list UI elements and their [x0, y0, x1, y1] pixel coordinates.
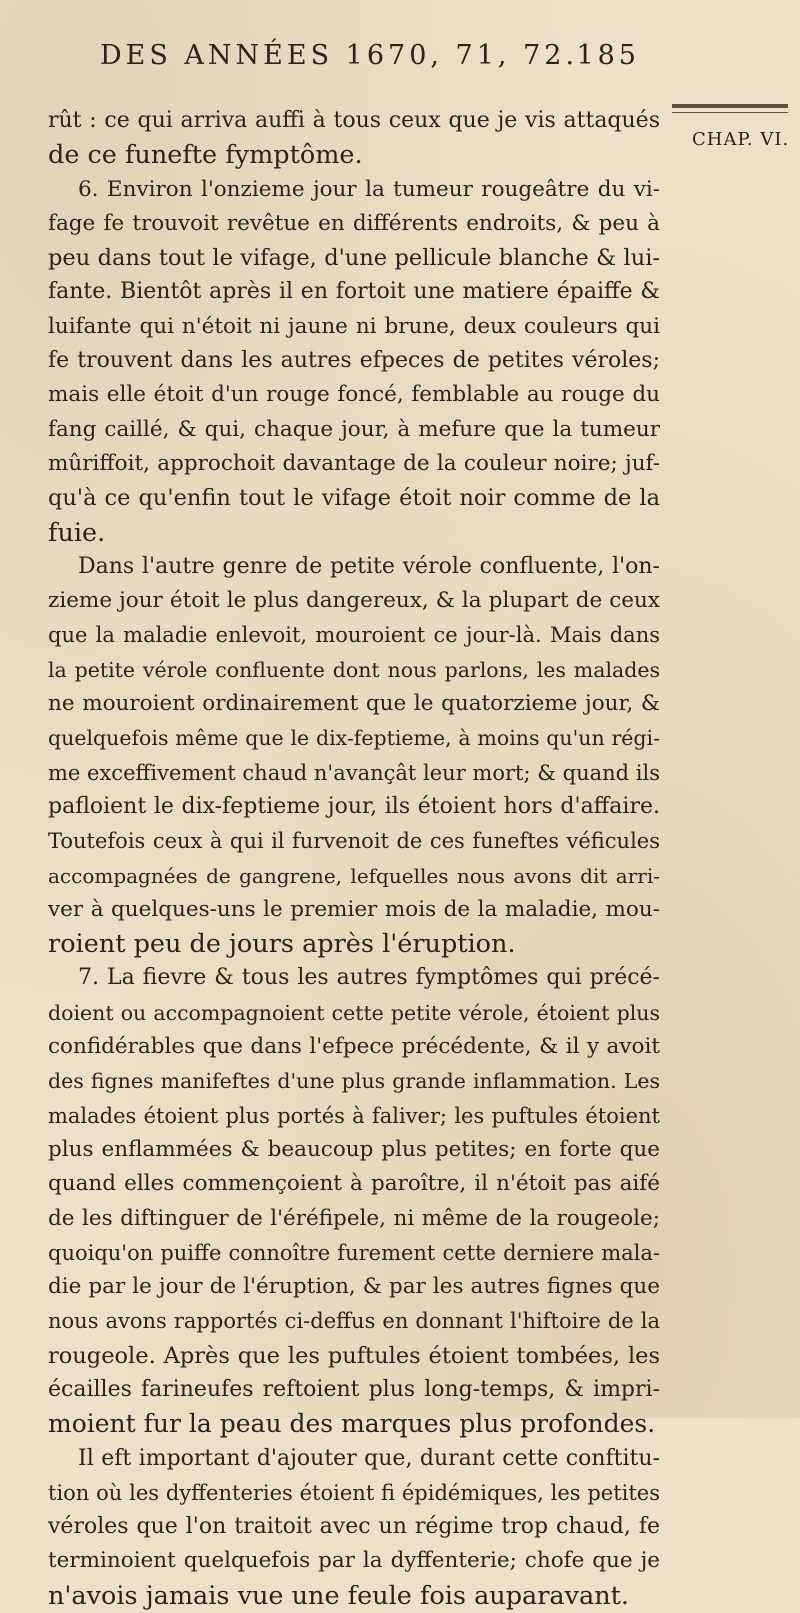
margin-note — [672, 104, 792, 150]
text-line: n'avois jamais vue une feule fois auparavant. — [48, 1580, 630, 1611]
text-line: zieme jour étoit le plus dangereux, & la plupart de ceux — [48, 588, 660, 614]
text-line: fe trouvent dans les autres efpeces de petites véroles; — [48, 348, 660, 374]
text-line: mais elle étoit d'un rouge foncé, femblable au rouge du — [48, 382, 660, 408]
body-text — [48, 104, 660, 1613]
text-line: des fignes manifeftes d'une plus grande inflammation. Les — [48, 1069, 660, 1094]
text-line: nous avons rapportés ci-deffus en donnant l'hiftoire de la — [48, 1309, 660, 1334]
text-line: rût : ce qui arriva auffi à tous ceux que je vis attaqués — [48, 108, 660, 133]
running-title: DES ANNÉES 1670, 71, 72. — [100, 40, 579, 71]
text-line: Toutefois ceux à qui il furvenoit de ces funeftes véficules — [48, 829, 660, 854]
text-line: ne mouroient ordinairement que le quatorzieme jour, & — [48, 691, 660, 717]
text-line: luifante qui n'étoit ni jaune ni brune, deux couleurs qui — [48, 313, 660, 339]
page-number: 185 — [576, 40, 640, 71]
text-line: 7. La fievre & tous les autres fymptômes qui précé- — [78, 965, 660, 991]
text-line: plus enflammées & beaucoup plus petites; en forte que — [48, 1136, 660, 1162]
text-line: malades étoient plus portés à faliver; les puftules étoient — [48, 1103, 660, 1128]
text-line: fuie. — [48, 517, 106, 548]
text-line: rougeole. Après que les puftules étoient tombées, les — [48, 1342, 660, 1369]
text-line: écailles farineufes reftoient plus long-temps, & impri- — [48, 1376, 660, 1402]
text-line: quelquefois même que le dix-feptieme, à moins qu'un régi- — [48, 726, 660, 751]
text-line: fang caillé, & qui, chaque jour, à mefure que la tumeur — [48, 416, 660, 442]
text-line: quoiqu'on puiffe connoître furement cette derniere mala- — [48, 1240, 660, 1265]
text-line: me exceffivement chaud n'avançât leur mort; & quand ils — [48, 760, 660, 785]
text-line: mûriffoit, approchoit davantage de la couleur noire; juf- — [48, 450, 660, 476]
text-line: roient peu de jours après l'éruption. — [48, 929, 516, 960]
text-line: tion où les dyffenteries étoient fi épidémiques, les petites — [48, 1480, 660, 1505]
text-line: accompagnées de gangrene, lefquelles nous avons dit arri- — [48, 863, 660, 888]
text-line: qu'à ce qu'enfin tout le vifage étoit noir comme de la — [48, 485, 660, 512]
text-line: de les diftinguer de l'éréfipele, ni même de la rougeole; — [48, 1205, 660, 1231]
text-line: confidérables que dans l'efpece précédente, & il y avoit — [48, 1034, 660, 1060]
text-line: pafloient le dix-feptieme jour, ils étoient hors d'affaire. — [48, 793, 660, 819]
text-line: véroles que l'on traitoit avec un régime trop chaud, fe — [48, 1514, 660, 1540]
text-line: Il eft important d'ajouter que, durant cette conftitu- — [78, 1445, 660, 1471]
text-line: doient ou accompagnoient cette petite vérole, étoient plus — [48, 1000, 660, 1025]
text-line: ver à quelques-uns le premier mois de la maladie, mou- — [48, 896, 660, 922]
margin-rule-thick — [672, 104, 788, 108]
text-line: que la maladie enlevoit, mouroient ce jour-là. Mais dans — [48, 623, 660, 648]
text-line: terminoient quelquefois par la dyffenterie; chofe que je — [48, 1548, 660, 1574]
margin-rule-thin — [672, 112, 788, 113]
text-line: fante. Bientôt après il en fortoit une matiere épaiffe & — [48, 279, 660, 305]
text-line: fage fe trouvoit revêtue en différents endroits, & peu à — [48, 210, 660, 236]
text-line: peu dans tout le vifage, d'une pellicule blanche & lui- — [48, 245, 660, 272]
text-line: quand elles commençoient à paroître, il n'étoit pas aifé — [48, 1171, 660, 1197]
chapter-reference: CHAP. VI. — [692, 129, 790, 150]
text-line: 6. Environ l'onzieme jour la tumeur rougeâtre du vi- — [78, 176, 660, 202]
text-line: die par le jour de l'éruption, & par les autres fignes que — [48, 1274, 660, 1300]
text-line: la petite vérole confluente dont nous parlons, les malades — [48, 657, 660, 682]
text-line: de ce funefte fymptôme. — [48, 140, 363, 171]
text-line: moient fur la peau des marques plus profondes. — [48, 1409, 656, 1439]
text-line: Dans l'autre genre de petite vérole confluente, l'on- — [78, 553, 660, 579]
running-header — [100, 40, 640, 80]
